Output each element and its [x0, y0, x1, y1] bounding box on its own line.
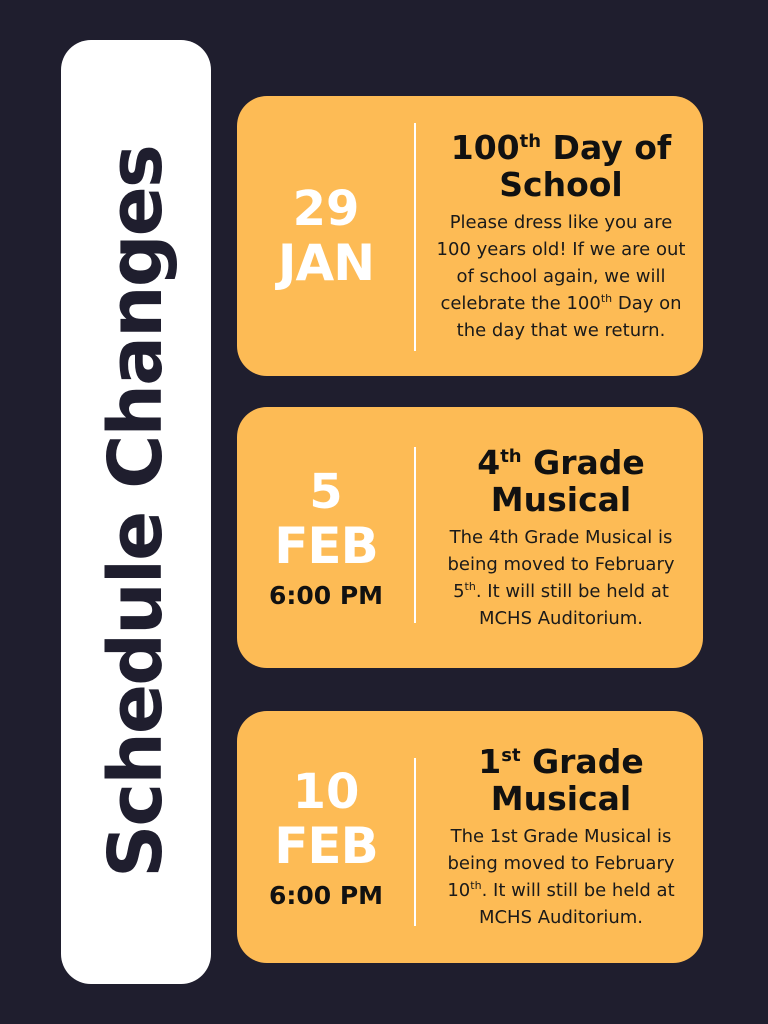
event-day: 5	[309, 464, 343, 520]
divider	[414, 447, 416, 623]
event-content	[429, 407, 693, 668]
divider	[414, 123, 416, 351]
event-description: The 1st Grade Musical is being moved to February 10th. It will still be held at MCHS Auditorium.	[447, 826, 675, 928]
event-date	[237, 407, 415, 668]
event-month: JAN	[277, 234, 375, 292]
event-month: FEB	[274, 517, 378, 575]
event-description: The 4th Grade Musical is being moved to February 5th. It will still be held at MCHS Auditorium.	[447, 526, 675, 629]
event-description: Please dress like you are 100 years old! If we are out of school again, we will celebrate the 100th Day on the day that we return.	[436, 211, 686, 341]
event-time: 6:00 PM	[268, 581, 384, 610]
event-card	[237, 96, 703, 376]
divider	[414, 758, 416, 926]
event-card	[237, 407, 703, 668]
page-title: Schedule Changes	[93, 146, 179, 878]
event-month: FEB	[274, 816, 378, 875]
event-card	[237, 711, 703, 963]
event-content	[429, 96, 693, 376]
event-title: 4th Grade Musical	[477, 442, 645, 519]
event-day: 29	[292, 181, 360, 237]
event-time: 6:00 PM	[268, 880, 384, 910]
event-content	[429, 711, 693, 963]
event-title: 100th Day of School	[450, 127, 672, 204]
event-day: 10	[292, 763, 360, 820]
event-date	[237, 96, 415, 376]
event-date	[237, 711, 415, 963]
event-title: 1st Grade Musical	[478, 742, 644, 818]
